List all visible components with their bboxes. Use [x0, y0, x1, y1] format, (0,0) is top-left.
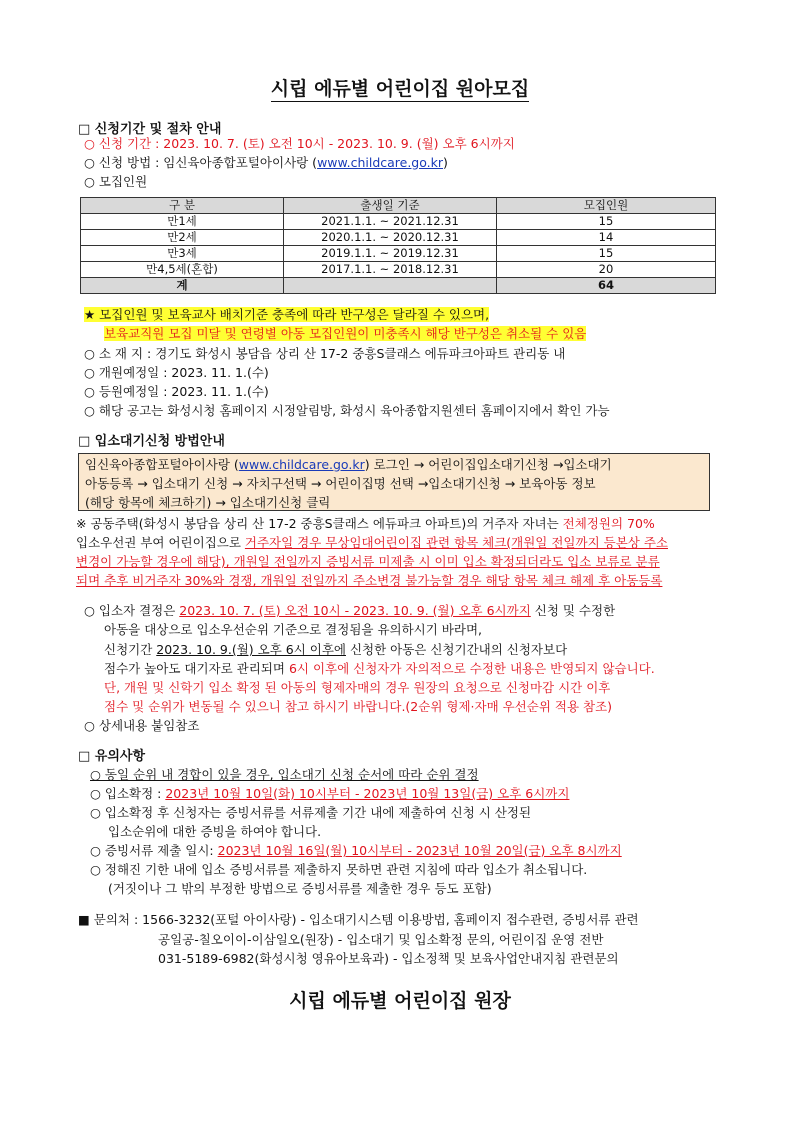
class-notice-line1: ★ 모집인원 및 보육교사 배치기준 충족에 따라 반구성은 달라질 수 있으며, — [84, 307, 490, 322]
caution-item5-line1: ○ 정해진 기한 내에 입소 증빙서류를 제출하지 못하면 관련 지침에 따라 입소가 취소됩니다. — [90, 862, 588, 877]
table-row — [81, 246, 716, 262]
housing-note-line1: ※ 공동주택(화성시 봉담읍 상리 산 17-2 중흥S클래스 에듀파크 아파트)의 거주자 자녀는 전체정원의 70% — [76, 516, 655, 531]
table-cell: 만3세 — [81, 246, 284, 262]
caution-item4: ○ 증빙서류 제출 일시: 2023년 10월 16일(월) 10시부터 - 2023년 10월 20일(금) 오후 8시까지 — [90, 843, 622, 858]
contact-line2: 공일공-칠오이이-이삼일오(원장) - 입소대기 및 입소확정 문의, 어린이집 운영 전반 — [158, 932, 604, 947]
table-cell: 64 — [497, 278, 716, 294]
section-apply-period-heading: □ 신청기간 및 절차 안내 — [78, 122, 222, 137]
table-cell: 15 — [497, 214, 716, 230]
notice-source: ○ 해당 공고는 화성시청 홈페이지 시정알림방, 화성시 육아종합지원센터 홈페이지에서 확인 가능 — [84, 403, 610, 418]
recruit-label: ○ 모집인원 — [84, 174, 148, 189]
decision-line3: 신청기간 2023. 10. 9.(월) 오후 6시 이후에 신청한 아동은 신청기간내의 신청자보다 — [104, 642, 568, 657]
table-cell: 만2세 — [81, 230, 284, 246]
caution-item3-line2: 입소순위에 대한 증빙을 하여야 합니다. — [108, 824, 322, 839]
caution-item5-line2: (거짓이나 그 밖의 부정한 방법으로 증빙서류를 제출한 경우 등도 포함) — [108, 881, 492, 896]
table-row — [81, 230, 716, 246]
table-cell: 계 — [81, 278, 284, 294]
table-cell — [284, 278, 497, 294]
table-cell: 15 — [497, 246, 716, 262]
contact-line1: ■ 문의처 : 1566-3232(포털 아이사랑) - 입소대기시스템 이용방법, 홈페이지 접수관련, 증빙서류 관련 — [78, 912, 639, 927]
table-cell: 2020.1.1. ~ 2020.12.31 — [284, 230, 497, 246]
section-waitlist-heading: □ 입소대기신청 방법안내 — [78, 434, 225, 449]
table-cell: 2017.1.1. ~ 2018.12.31 — [284, 262, 497, 278]
table-total-row — [81, 278, 716, 294]
table-cell: 14 — [497, 230, 716, 246]
caution-item3-line1: ○ 입소확정 후 신청자는 증빙서류를 서류제출 기간 내에 제출하여 신청 시 산정된 — [90, 805, 532, 820]
childcare-link[interactable]: www.childcare.go.kr — [317, 155, 444, 170]
table-row — [81, 214, 716, 230]
detail-ref: ○ 상세내용 붙임참조 — [84, 718, 200, 733]
decision-line2: 아동을 대상으로 입소우선순위 기준으로 결정됨을 유의하시기 바라며, — [104, 622, 482, 637]
housing-note-line2: 입소우선권 부여 어린이집으로 거주자일 경우 무상임대어린이집 관련 항목 체크(개원일 전일까지 등본상 주소 — [76, 535, 668, 550]
signature: 시립 에듀별 어린이집 원장 — [289, 990, 511, 1012]
apply-method: ○ 신청 방법 : 임신육아종합포털아이사랑 (www.childcare.go.kr) — [84, 155, 448, 170]
decision-line5: 단, 개원 및 신학기 입소 확정 된 아동의 형제자매의 경우 원장의 요청으로 신청마감 시간 이후 — [104, 680, 611, 695]
section-caution-heading: □ 유의사항 — [78, 749, 146, 764]
apply-period: ○ 신청 기간 : 2023. 10. 7. (토) 오전 10시 - 2023. 10. 9. (월) 오후 6시까지 — [84, 136, 515, 151]
table-cell: 2019.1.1. ~ 2019.12.31 — [284, 246, 497, 262]
waitlist-step-line1: 임신육아종합포털아이사랑 (www.childcare.go.kr) 로그인 → 어린이집입소대기신청 →입소대기 — [85, 457, 612, 472]
waitlist-steps-box — [78, 453, 710, 511]
decision-line6: 점수 및 순위가 변동될 수 있으니 참고 하시기 바랍니다.(2순위 형제·자매 우선순위 적용 참조) — [104, 699, 613, 714]
childcare-link[interactable]: www.childcare.go.kr — [238, 457, 365, 472]
table-cell: 만1세 — [81, 214, 284, 230]
recruit-table — [80, 197, 716, 294]
waitlist-step-line2: 아동등록 → 입소대기 신청 → 자치구선택 → 어린이집명 선택 →입소대기신청 → 보육아동 정보 — [85, 476, 596, 491]
table-header: 출생일 기준 — [284, 198, 497, 214]
table-cell: 만4,5세(혼합) — [81, 262, 284, 278]
table-header: 구 분 — [81, 198, 284, 214]
decision-line1: ○ 입소자 결정은 2023. 10. 7. (토) 오전 10시 - 2023. 10. 9. (월) 오후 6시까지 신청 및 수정한 — [84, 603, 616, 618]
decision-line4: 점수가 높아도 대기자로 관리되며 6시 이후에 신청자가 자의적으로 수정한 내용은 반영되지 않습니다. — [104, 661, 655, 676]
caution-item2: ○ 입소확정 : 2023년 10월 10일(화) 10시부터 - 2023년 10월 13일(금) 오후 6시까지 — [90, 786, 570, 801]
table-cell: 20 — [497, 262, 716, 278]
waitlist-step-line3: (해당 항목에 체크하기) → 입소대기신청 클릭 — [85, 495, 331, 510]
location: ○ 소 재 지 : 경기도 화성시 봉담읍 상리 산 17-2 중흥S클래스 에듀파크아파트 관리동 내 — [84, 346, 566, 361]
class-notice-line2: 보육교직원 모집 미달 및 연령별 아동 모집인원이 미충족시 해당 반구성은 취소될 수 있음 — [104, 326, 587, 341]
enroll-date: ○ 등원예정일 : 2023. 11. 1.(수) — [84, 384, 269, 399]
table-cell: 2021.1.1. ~ 2021.12.31 — [284, 214, 497, 230]
open-date: ○ 개원예정일 : 2023. 11. 1.(수) — [84, 365, 269, 380]
caution-item1: ○ 동일 순위 내 경합이 있을 경우, 입소대기 신청 순서에 따라 순위 결정 — [90, 767, 479, 782]
housing-note-line3: 변경이 가능할 경우에 해당), 개원일 전일까지 증빙서류 미제출 시 이미 입소 확정되더라도 입소 보류로 분류 — [76, 554, 660, 569]
housing-note-line4: 되며 추후 비거주자 30%와 경쟁, 개원일 전일까지 주소변경 불가능할 경우 해당 항목 체크 해제 후 아동등록 — [76, 573, 663, 588]
table-header-row — [81, 198, 716, 214]
page-title: 시립 에듀별 어린이집 원아모집 — [270, 78, 530, 100]
table-header: 모집인원 — [497, 198, 716, 214]
contact-line3: 031-5189-6982(화성시청 영유아보육과) - 입소정책 및 보육사업안내지침 관련문의 — [158, 951, 619, 966]
table-row — [81, 262, 716, 278]
